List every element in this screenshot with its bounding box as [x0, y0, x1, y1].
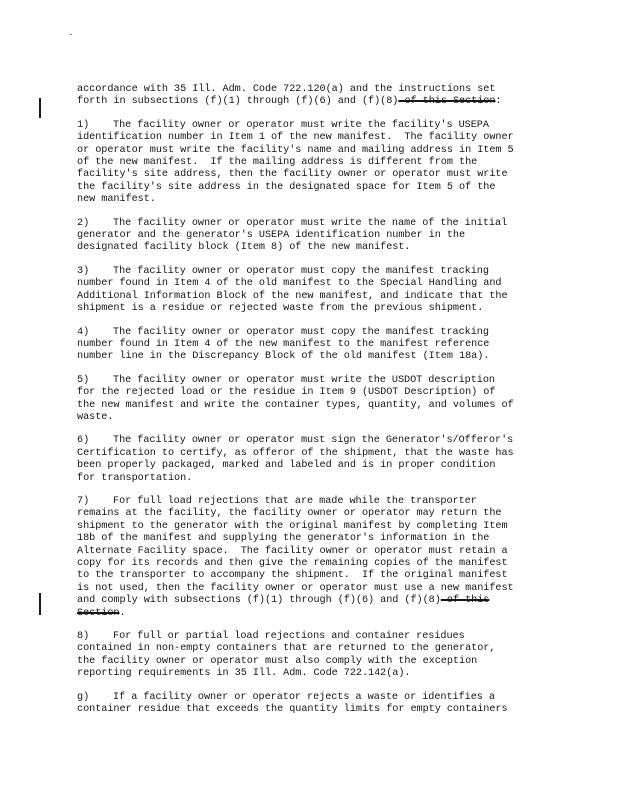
text-line: new manifest. [77, 194, 156, 206]
line-text: The facility owner or operator must write the name of the initial [113, 217, 508, 229]
paragraph-number: 5) [77, 374, 90, 386]
text-line: the new manifest and write the container types, quantity, and volumes of [77, 399, 514, 411]
text-line: for transportation. [77, 472, 193, 484]
text-line: waste. [77, 411, 114, 423]
text-line: number found in Item 4 of the old manifest to the Special Handling and [77, 278, 502, 290]
line-text: . [119, 607, 126, 619]
text-line: 18b of the manifest and supplying the generator's information in the [77, 533, 490, 545]
paragraph-1 [77, 120, 547, 207]
text-line: shipment is a residue or rejected waste from the previous shipment. [77, 303, 484, 315]
paragraph-number: 6) [77, 435, 90, 447]
paragraph-3 [77, 266, 547, 316]
struck-text: of this Section [398, 96, 496, 108]
text-line [77, 496, 547, 508]
paragraph-4 [77, 327, 547, 364]
struck-text: Section [77, 607, 120, 619]
text-line [77, 375, 547, 387]
text-line: container residue that exceeds the quantity limits for empty containers [77, 704, 508, 716]
text-line: the facility owner or operator must also comply with the exception [77, 655, 478, 667]
paragraph-number: 8) [77, 631, 90, 643]
text-line: number found in Item 4 of the new manifest to the manifest reference [77, 338, 490, 350]
text-line: been properly packaged, marked and labeled and is in proper condition [77, 460, 496, 472]
line-text: The facility owner or operator must write the facility's USEPA [113, 119, 489, 131]
text-line: reporting requirements in 35 Ill. Adm. Code 722.142(a). [77, 668, 411, 680]
text-line: or operator must write the facility's name and mailing address in Item 5 [77, 144, 514, 156]
paragraph-number: 3) [77, 265, 90, 277]
paragraph-number: 1) [77, 119, 90, 131]
line-text: The facility owner or operator must sign the Generator's/Offeror's [113, 435, 514, 447]
text-line: for the rejected load or the residue in Item 9 (USDOT Description) of [77, 387, 496, 399]
text-line: is not used, then the facility owner or operator must use a new manifest [77, 582, 514, 594]
paragraph-7 [77, 496, 547, 620]
paragraph-number: 7) [77, 495, 90, 507]
text-line [77, 631, 547, 643]
text-line [77, 595, 547, 607]
text-line: to the transporter to accompany the shipment. If the original manifest [77, 570, 508, 582]
text-line: Additional Information Block of the new manifest, and indicate that the [77, 290, 508, 302]
text-line: copy for its records and then give the remaining copies of the manifest [77, 558, 508, 569]
paragraph-8 [77, 631, 547, 681]
text-line: number line in the Discrepancy Block of the old manifest (Item 18a). [77, 351, 490, 363]
text-line [77, 435, 547, 447]
struck-text: of this [440, 595, 490, 607]
paragraph-number: g) [77, 691, 90, 703]
paragraph-2 [77, 218, 547, 255]
text-line: Alternate Facility space. The facility owner or operator must retain a [77, 545, 508, 557]
paragraph-g [77, 692, 547, 717]
text-line: shipment to the generator with the original manifest by completing Item [77, 520, 508, 532]
text-line [77, 218, 547, 230]
line-text: The facility owner or operator must write the USDOT description [113, 374, 496, 386]
text-line [77, 120, 547, 132]
text-line: Certification to certify, as offeror of the shipment, that the waste has [77, 447, 514, 459]
text-line: facility's site address, then the facility owner or operator must write [77, 169, 508, 181]
text-line: identification number in Item 1 of the new manifest. The facility owner [77, 132, 514, 144]
line-text: forth in subsections (f)(1) through (f)(6) and (f)(8) [77, 96, 399, 108]
text-line: designated facility block (Item 8) of the new manifest. [77, 242, 411, 254]
text-line: contained in non-empty containers that are returned to the generator, [77, 643, 496, 655]
paragraph-number: 4) [77, 326, 90, 338]
line-text: For full load rejections that are made while the transporter [113, 495, 477, 507]
text-line [77, 608, 547, 620]
text-line [77, 266, 547, 278]
line-text: For full or partial load rejections and container residues [113, 631, 465, 643]
text-line: the facility's site address in the designated space for Item 5 of the [77, 181, 496, 193]
line-text: The facility owner or operator must copy the manifest tracking [113, 265, 489, 277]
text-line [77, 96, 547, 108]
paragraph-number: 2) [77, 217, 90, 229]
paragraph-6 [77, 435, 547, 485]
text-line [77, 692, 547, 704]
line-text: and comply with subsections (f)(1) through (f)(6) and (f)(8) [77, 595, 441, 607]
paragraph-5 [77, 375, 547, 425]
line-text: : [495, 96, 502, 108]
revision-bar [39, 593, 41, 615]
scan-speck [70, 34, 72, 35]
text-line: generator and the generator's USEPA identification number in the [77, 230, 466, 242]
text-line: remains at the facility, the facility owner or operator may return the [77, 508, 502, 520]
text-line: of the new manifest. If the mailing address is different from the [77, 157, 478, 169]
body-text [77, 84, 547, 727]
text-line [77, 327, 547, 339]
line-text: The facility owner or operator must copy the manifest tracking [113, 326, 489, 338]
line-text: If a facility owner or operator rejects a waste or identifies a [113, 691, 496, 703]
text-line: accordance with 35 Ill. Adm. Code 722.120(a) and the instructions set [77, 84, 496, 95]
intro-paragraph [77, 84, 547, 109]
revision-bar [39, 98, 41, 118]
